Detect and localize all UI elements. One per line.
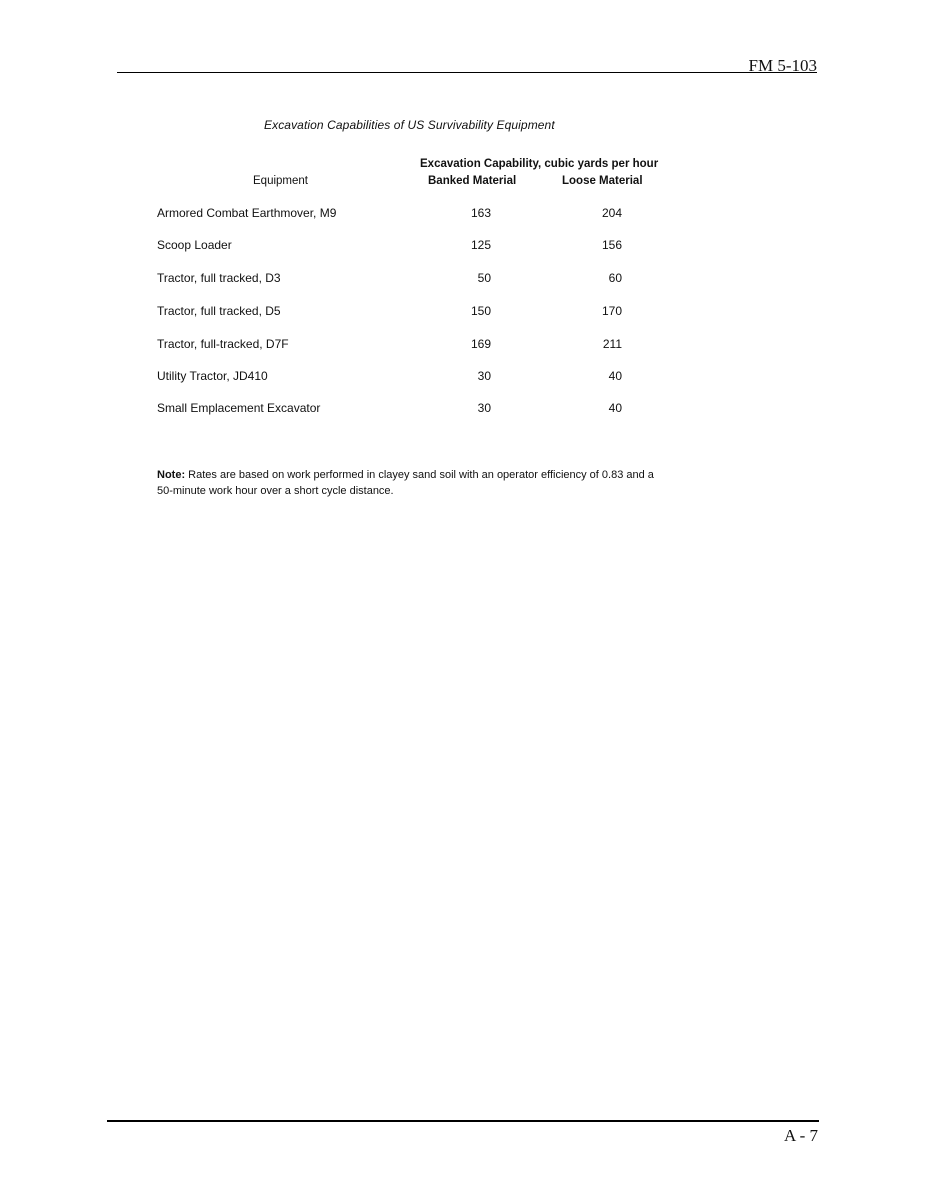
banked-cell: 163 [470, 206, 491, 220]
banked-cell: 30 [477, 401, 491, 415]
capability-header: Excavation Capability, cubic yards per hour [420, 158, 659, 170]
table-note [157, 467, 657, 499]
table-row [0, 401, 926, 417]
table-row [0, 206, 926, 222]
table-row [0, 271, 926, 287]
loose-cell: 40 [608, 401, 622, 415]
equipment-cell: Tractor, full-tracked, D7F [157, 337, 289, 351]
table-row [0, 238, 926, 254]
table-row [0, 304, 926, 320]
banked-cell: 50 [477, 271, 491, 285]
page-number: A - 7 [784, 1126, 818, 1145]
equipment-cell: Scoop Loader [157, 238, 232, 252]
footer-rule [107, 1120, 819, 1122]
loose-cell: 60 [608, 271, 622, 285]
banked-cell: 150 [470, 304, 491, 318]
loose-cell: 204 [601, 206, 622, 220]
loose-cell: 156 [601, 238, 622, 252]
equipment-cell: Tractor, full tracked, D5 [157, 304, 281, 318]
banked-cell: 169 [470, 337, 491, 351]
table-row [0, 369, 926, 385]
header-rule [117, 72, 817, 73]
banked-cell: 30 [477, 369, 491, 383]
equipment-cell: Tractor, full tracked, D3 [157, 271, 281, 285]
banked-cell: 125 [470, 238, 491, 252]
equipment-cell: Small Emplacement Excavator [157, 401, 321, 415]
note-text: Rates are based on work performed in clayey sand soil with an operator efficiency of 0.83 and a 50-minute work hour over a short cycle distance. [157, 469, 654, 497]
table-row [0, 337, 926, 353]
loose-cell: 211 [602, 337, 622, 351]
column-header-banked: Banked Material [428, 175, 517, 187]
loose-cell: 170 [601, 304, 622, 318]
table-title: Excavation Capabilities of US Survivability Equipment [264, 118, 555, 132]
note-label: Note: [157, 469, 186, 481]
document-id: FM 5-103 [748, 56, 817, 75]
loose-cell: 40 [608, 369, 622, 383]
equipment-cell: Utility Tractor, JD410 [157, 369, 268, 383]
column-header-loose: Loose Material [562, 175, 643, 187]
equipment-cell: Armored Combat Earthmover, M9 [157, 206, 337, 220]
column-header-equipment: Equipment [253, 175, 308, 187]
